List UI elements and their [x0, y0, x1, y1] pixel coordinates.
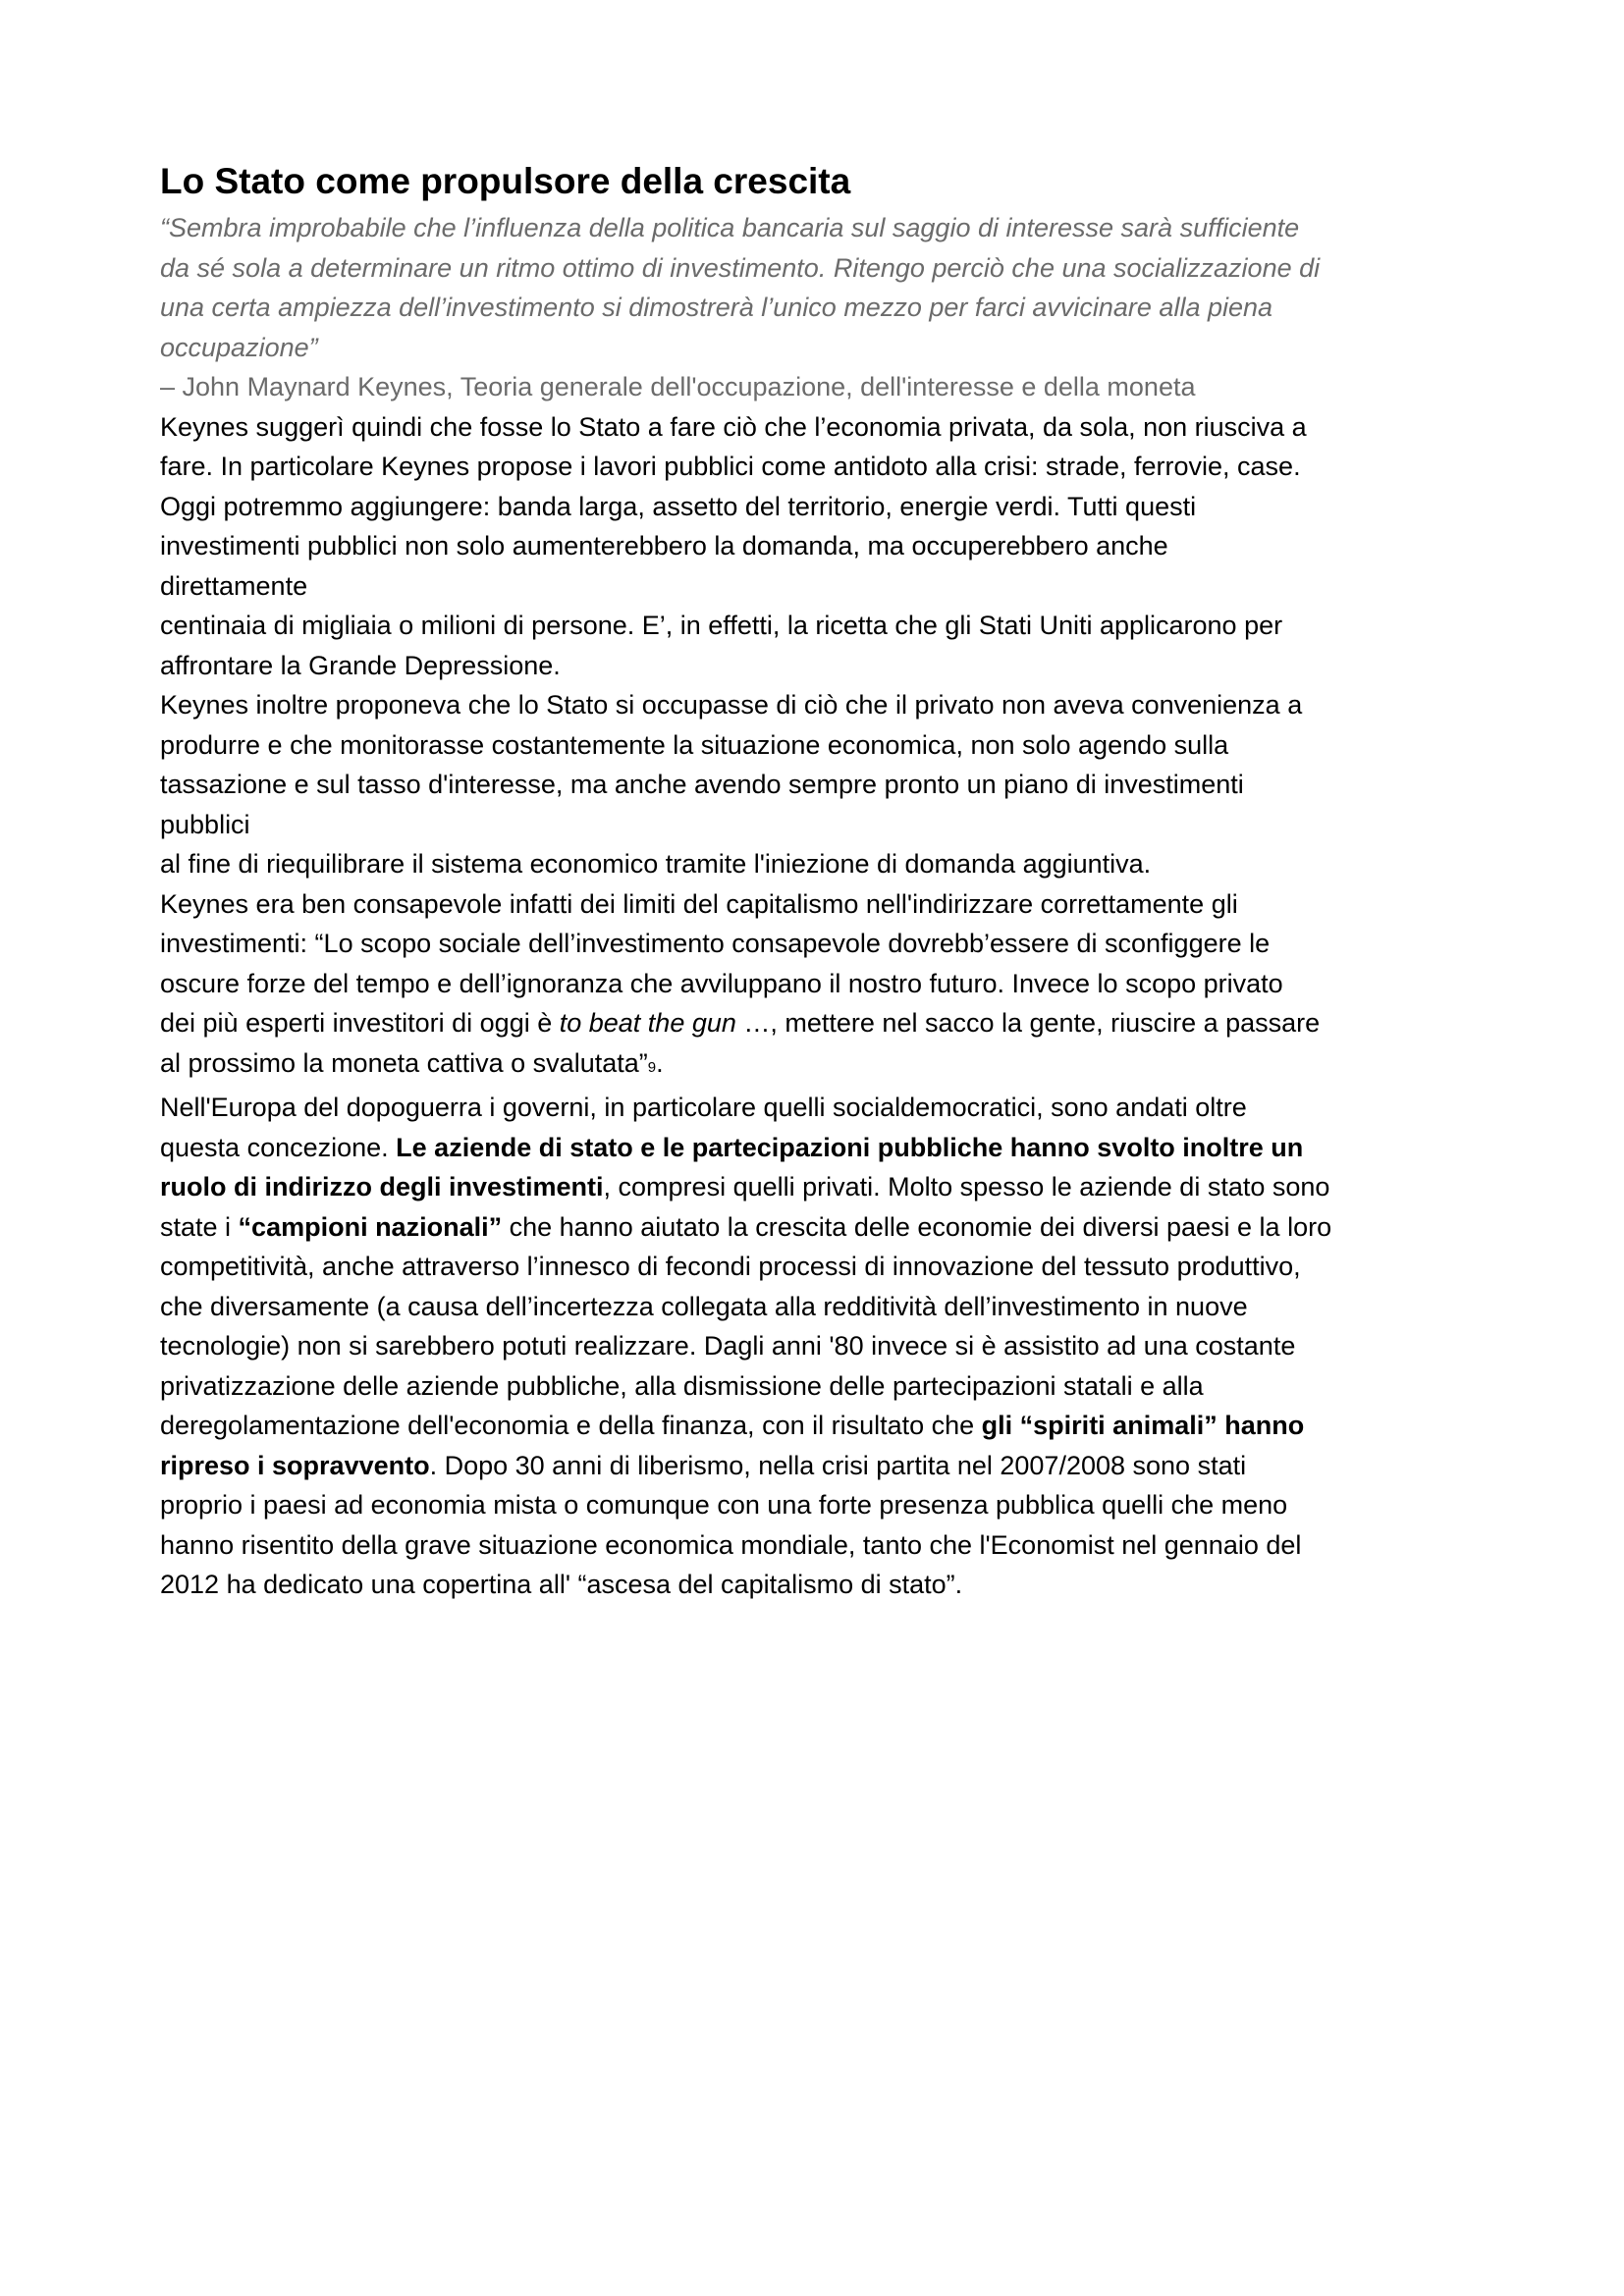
paragraph-3 — [160, 884, 1476, 1089]
paragraph-3-text-a: Keynes era ben consapevole infatti dei limiti del capitalismo nell'indirizzare correttamente gli investimenti: “Lo scopo sociale dell’investimento consapevole dovrebb’essere di sconfiggere le oscure forze del tempo e dell’ignoranza che avviluppano il nostro futuro. Invece lo scopo privato dei più esperti investitori di oggi è — [160, 888, 1283, 1038]
epigraph-attribution: – John Maynard Keynes, Teoria generale dell'occupazione, dell'interesse e della moneta — [160, 372, 1196, 401]
paragraph-4-bold-1: Le aziende di stato e le partecipazioni pubbliche hanno svolto inoltre un ruolo di indirizzo degli investimenti — [160, 1132, 1304, 1201]
document-body — [160, 157, 1476, 1605]
epigraph-quote: “Sembra improbabile che l’influenza della politica bancaria sul saggio di interesse sarà sufficiente da sé sola a determinare un ritmo ottimo di investimento. Ritengo perciò che una socializzazione di una certa ampiezza dell’investimento si dimostrerà l’unico mezzo per farci avvicinare alla piena occupazione” — [160, 213, 1321, 362]
page-title: Lo Stato come propulsore della crescita — [160, 161, 851, 201]
paragraph-4-bold-3: gli “spiriti animali” hanno ripreso i sopravvento — [160, 1411, 1305, 1480]
paragraph-4-text-c: che hanno aiutato la crescita delle economie dei diversi paesi e la loro competitività, anche attraverso l’innesco di fecondi processi di innovazione del tessuto produttivo, che diversamente (a causa dell’incertezza collegata alla redditività dell’investimento in nuove tecnologie) non si sarebbero potuti realizzare. Dagli anni '80 invece si è assistito ad una costante privatizzazione delle aziende pubbliche, alla dismissione delle partecipazioni statali e alla deregolamentazione dell'economia e della finanza, con il risultato che — [160, 1211, 1332, 1440]
paragraph-4-bold-2: “campioni nazionali” — [238, 1211, 503, 1242]
paragraph-4-text-d: . Dopo 30 anni di liberismo, nella crisi partita nel 2007/2008 sono stati proprio i paesi ad economia mista o comunque con una forte presenza pubblica quelli che meno hanno risentito della grave situazione economica mondiale, tanto che l'Economist nel gennaio del 2012 ha dedicato una copertina all' “ascesa del capitalismo di stato”. — [160, 1450, 1302, 1599]
paragraph-3-text-c: . — [656, 1047, 664, 1078]
paragraph-3-italic-phrase: to beat the gun — [559, 1008, 736, 1038]
paragraph-4-text-a: Nell'Europa del dopoguerra i governi, in particolare quelli socialdemocratici, sono andati oltre questa concezione. — [160, 1093, 1247, 1162]
paragraph-2: Keynes inoltre proponeva che lo Stato si occupasse di ciò che il privato non aveva convenienza a produrre e che monitorasse costantemente la situazione economica, non solo agendo sulla tassazione e sul tasso d'interesse, ma anche avendo sempre pronto un piano di investimenti pubblici al fine di riequilibrare il sistema economico tramite l'iniezione di domanda aggiuntiva. — [160, 690, 1303, 879]
footnote-marker: 9 — [647, 1058, 657, 1076]
paragraph-3-text-b: …, mettere nel sacco la gente, riuscire a passare al prossimo la moneta cattiva o svalutata” — [160, 1008, 1321, 1078]
paragraph-1: Keynes suggerì quindi che fosse lo Stato a fare ciò che l’economia privata, da sola, non riusciva a fare. In particolare Keynes propose i lavori pubblici come antidoto alla crisi: strade, ferrovie, case. Oggi potremmo aggiungere: banda larga, assetto del territorio, energie verdi. Tutti questi investimenti pubblici non solo aumenterebbero la domanda, ma occuperebbero anche direttamente centinaia di migliaia o milioni di persone. E’, in effetti, la ricetta che gli Stati Uniti applicarono per affrontare la Grande Depressione. — [160, 411, 1307, 680]
paragraph-4 — [160, 1088, 1476, 1605]
paragraph-4-text-b: , compresi quelli privati. Molto spesso le aziende di stato sono state i — [160, 1172, 1330, 1242]
